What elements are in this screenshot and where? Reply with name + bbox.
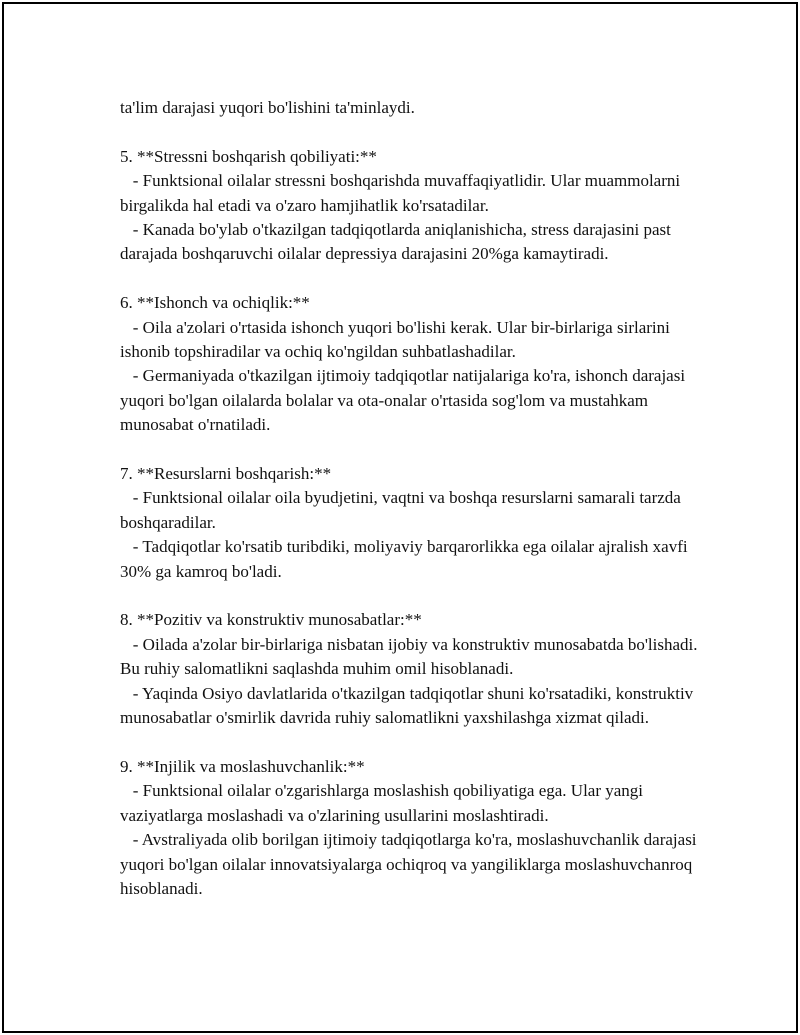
section-heading: 7. **Resurslarni boshqarish:** — [120, 464, 332, 484]
section-bullet: - Kanada bo'ylab o'tkazilgan tadqiqotlarda aniqlanishicha, stress darajasini past darajada boshqaruvchi oilalar depressiya darajasini 20%ga kamaytiradi. — [120, 220, 676, 264]
paragraph-gap — [120, 267, 700, 291]
section-bullet: - Germaniyada o'tkazilgan ijtimoiy tadqiqotlar natijalariga ko'ra, ishonch darajasi yuqori bo'lgan oilalarda bolalar va ota-onalar o'rtasida sog'lom va mustahkam munosabat o'rnatiladi. — [120, 366, 690, 435]
section-bullet: - Funktsional oilalar o'zgarishlarga moslashish qobiliyatiga ega. Ular yangi vaziyatlarga moslashadi va o'zlarining usullarini moslashtiradi. — [120, 781, 648, 825]
document-body — [120, 96, 700, 901]
section-bullet: - Funktsional oilalar stressni boshqarishda muvaffaqiyatlidir. Ular muammolarni birgalikda hal etadi va o'zaro hamjihatlik ko'rsatadilar. — [120, 171, 685, 215]
section-7 — [120, 462, 700, 584]
section-5 — [120, 145, 700, 267]
section-heading: 8. **Pozitiv va konstruktiv munosabatlar:** — [120, 610, 422, 630]
section-heading: 9. **Injilik va moslashuvchanlik:** — [120, 756, 365, 776]
section-8 — [120, 608, 700, 730]
section-bullet: - Oilada a'zolar bir-birlariga nisbatan ijobiy va konstruktiv munosabatda bo'lishadi. Bu ruhiy salomatlikni saqlashda muhim omil hisoblanadi. — [120, 634, 702, 679]
paragraph-gap — [120, 731, 700, 755]
section-bullet: - Tadqiqotlar ko'rsatib turibdiki, moliyaviy barqarorlikka ega oilalar ajralish xavfi 30% ga kamroq bo'ladi. — [120, 537, 692, 581]
paragraph-gap — [120, 584, 700, 608]
section-heading: 6. **Ishonch va ochiqlik:** — [120, 293, 310, 313]
section-bullet: - Oila a'zolari o'rtasida ishonch yuqori bo'lishi kerak. Ular bir-birlariga sirlarini ishonib topshiradilar va ochiq ko'ngildan suhbatlashadilar. — [120, 317, 675, 362]
paragraph-gap — [120, 120, 700, 144]
paragraph-gap — [120, 438, 700, 462]
section-bullet: - Yaqinda Osiyo davlatlarida o'tkazilgan tadqiqotlar shuni ko'rsatadiki, konstruktiv munosabatlar o'smirlik davrida ruhiy salomatlikni yaxshilashga xizmat qiladi. — [120, 683, 698, 728]
section-9 — [120, 755, 700, 901]
section-bullet: - Avstraliyada olib borilgan ijtimoiy tadqiqotlarga ko'ra, moslashuvchanlik darajasi yuqori bo'lgan oilalar innovatsiyalarga ochiqroq va yangiliklarga moslashuvchanroq hisoblanadi. — [120, 830, 701, 898]
section-heading: 5. **Stressni boshqarish qobiliyati:** — [120, 146, 377, 166]
page-frame — [2, 2, 798, 1033]
intro-line: ta'lim darajasi yuqori bo'lishini ta'minlaydi. — [120, 98, 415, 117]
section-6 — [120, 291, 700, 437]
section-bullet: - Funktsional oilalar oila byudjetini, vaqtni va boshqa resurslarni samarali tarzda boshqaradilar. — [120, 488, 686, 532]
